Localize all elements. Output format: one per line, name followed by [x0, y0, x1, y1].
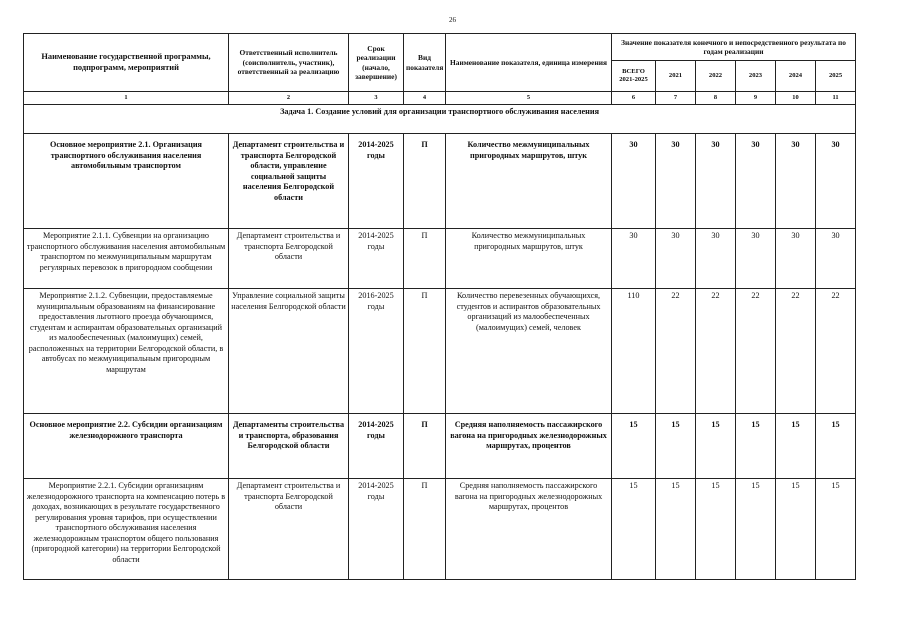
header-year: 2023 — [736, 61, 776, 92]
value-year: 15 — [816, 479, 856, 580]
value-year: 30 — [736, 229, 776, 289]
value-year: 30 — [736, 134, 776, 229]
value-year: 30 — [656, 229, 696, 289]
value-year: 22 — [816, 289, 856, 414]
indicator-type: П — [404, 134, 446, 229]
indicator-name: Количество межмуниципальных пригородных маршрутов, штук — [446, 229, 612, 289]
value-year: 15 — [696, 479, 736, 580]
header-year: 2021 — [656, 61, 696, 92]
column-number: 2 — [229, 92, 349, 105]
table-row — [24, 479, 856, 580]
value-total: 15 — [612, 479, 656, 580]
executor: Департамент строительства и транспорта Белгородской области — [229, 229, 349, 289]
indicator-type: П — [404, 479, 446, 580]
value-total: 30 — [612, 134, 656, 229]
value-year: 30 — [696, 134, 736, 229]
executor: Департаменты строительства и транспорта, образования Белгородской области — [229, 414, 349, 479]
value-year: 30 — [816, 229, 856, 289]
indicator-type: П — [404, 229, 446, 289]
header-executor: Ответственный исполнитель (соисполнитель, участник), ответственный за реализацию — [229, 34, 349, 92]
header-year: 2022 — [696, 61, 736, 92]
value-year: 15 — [656, 414, 696, 479]
column-number: 10 — [776, 92, 816, 105]
header-year: 2024 — [776, 61, 816, 92]
indicator-name: Средняя наполняемость пассажирского вагона на пригородных железнодорожных маршрутах, процентов — [446, 414, 612, 479]
indicator-name: Количество перевезенных обучающихся, студентов и аспирантов образовательных организаций из малообеспеченных (малоимущих) семей, человек — [446, 289, 612, 414]
program-name: Основное мероприятие 2.1. Организация транспортного обслуживания населения автомобильным транспортом — [24, 134, 229, 229]
value-year: 15 — [696, 414, 736, 479]
value-total: 30 — [612, 229, 656, 289]
period: 2014-2025 годы — [349, 229, 404, 289]
header-indicator-name: Наименование показателя, единица измерения — [446, 34, 612, 92]
table-row — [24, 134, 856, 229]
header-program-name: Наименование государственной программы, подпрограмм, мероприятий — [24, 34, 229, 92]
header-indicator-type: Вид показателя — [404, 34, 446, 92]
value-year: 30 — [816, 134, 856, 229]
column-numbers-row — [24, 92, 856, 105]
value-year: 30 — [776, 229, 816, 289]
executor: Департамент строительства и транспорта Белгородской области, управление социальной защиты населения Белгородской области — [229, 134, 349, 229]
value-year: 30 — [776, 134, 816, 229]
program-table — [23, 33, 856, 580]
period: 2014-2025 годы — [349, 414, 404, 479]
value-year: 22 — [656, 289, 696, 414]
column-number: 5 — [446, 92, 612, 105]
program-name: Мероприятие 2.2.1. Субсидии организациям железнодорожного транспорта на компенсацию потерь в доходах, возникающих в результате государственного регулирования уровня тарифов, при осуществлении транспортного обслуживания населения железнодорожным транспортом общего пользования (пригородной категории) на территории Белгородской области — [24, 479, 229, 580]
table-row — [24, 289, 856, 414]
column-number: 6 — [612, 92, 656, 105]
column-number: 9 — [736, 92, 776, 105]
value-total: 110 — [612, 289, 656, 414]
value-year: 15 — [816, 414, 856, 479]
column-number: 8 — [696, 92, 736, 105]
column-number: 7 — [656, 92, 696, 105]
column-number: 4 — [404, 92, 446, 105]
period: 2014-2025 годы — [349, 134, 404, 229]
task-row — [24, 105, 856, 134]
indicator-name: Количество межмуниципальных пригородных маршрутов, штук — [446, 134, 612, 229]
task-title: Задача 1. Создание условий для организации транспортного обслуживания населения — [24, 105, 856, 134]
executor: Департамент строительства и транспорта Белгородской области — [229, 479, 349, 580]
column-number: 3 — [349, 92, 404, 105]
indicator-type: П — [404, 289, 446, 414]
indicator-type: П — [404, 414, 446, 479]
header-values-group: Значение показателя конечного и непосредственного результата по годам реализации — [612, 34, 856, 61]
period: 2016-2025 годы — [349, 289, 404, 414]
program-name: Мероприятие 2.1.2. Субвенции, предоставляемые муниципальным образованиям на финансирование предоставления льготного проезда обучающимся, студентам и аспирантам образовательных организаций из малообеспеченных (малоимущих) семей, расположенных на территории Белгородской области, в автобусах по межмуниципальным пригородным маршрутам — [24, 289, 229, 414]
executor: Управление социальной защиты населения Белгородской области — [229, 289, 349, 414]
page-number: 26 — [449, 16, 456, 24]
value-year: 15 — [736, 479, 776, 580]
value-year: 22 — [776, 289, 816, 414]
header-total: ВСЕГО 2021-2025 — [612, 61, 656, 92]
column-number: 1 — [24, 92, 229, 105]
value-total: 15 — [612, 414, 656, 479]
header-row — [24, 34, 856, 61]
table-row — [24, 229, 856, 289]
value-year: 15 — [776, 479, 816, 580]
value-year: 22 — [736, 289, 776, 414]
value-year: 15 — [776, 414, 816, 479]
header-year: 2025 — [816, 61, 856, 92]
value-year: 15 — [656, 479, 696, 580]
value-year: 30 — [656, 134, 696, 229]
header-period: Срок реализации (начало, завершение) — [349, 34, 404, 92]
indicator-name: Средняя наполняемость пассажирского вагона на пригородных железнодорожных маршрутах, процентов — [446, 479, 612, 580]
value-year: 22 — [696, 289, 736, 414]
value-year: 15 — [736, 414, 776, 479]
value-year: 30 — [696, 229, 736, 289]
column-number: 11 — [816, 92, 856, 105]
period: 2014-2025 годы — [349, 479, 404, 580]
program-name: Мероприятие 2.1.1. Субвенции на организацию транспортного обслуживания населения автомобильным транспортом по межмуниципальным маршрутам регулярных перевозок в пригородном сообщении — [24, 229, 229, 289]
table-row — [24, 414, 856, 479]
program-name: Основное мероприятие 2.2. Субсидии организациям железнодорожного транспорта — [24, 414, 229, 479]
